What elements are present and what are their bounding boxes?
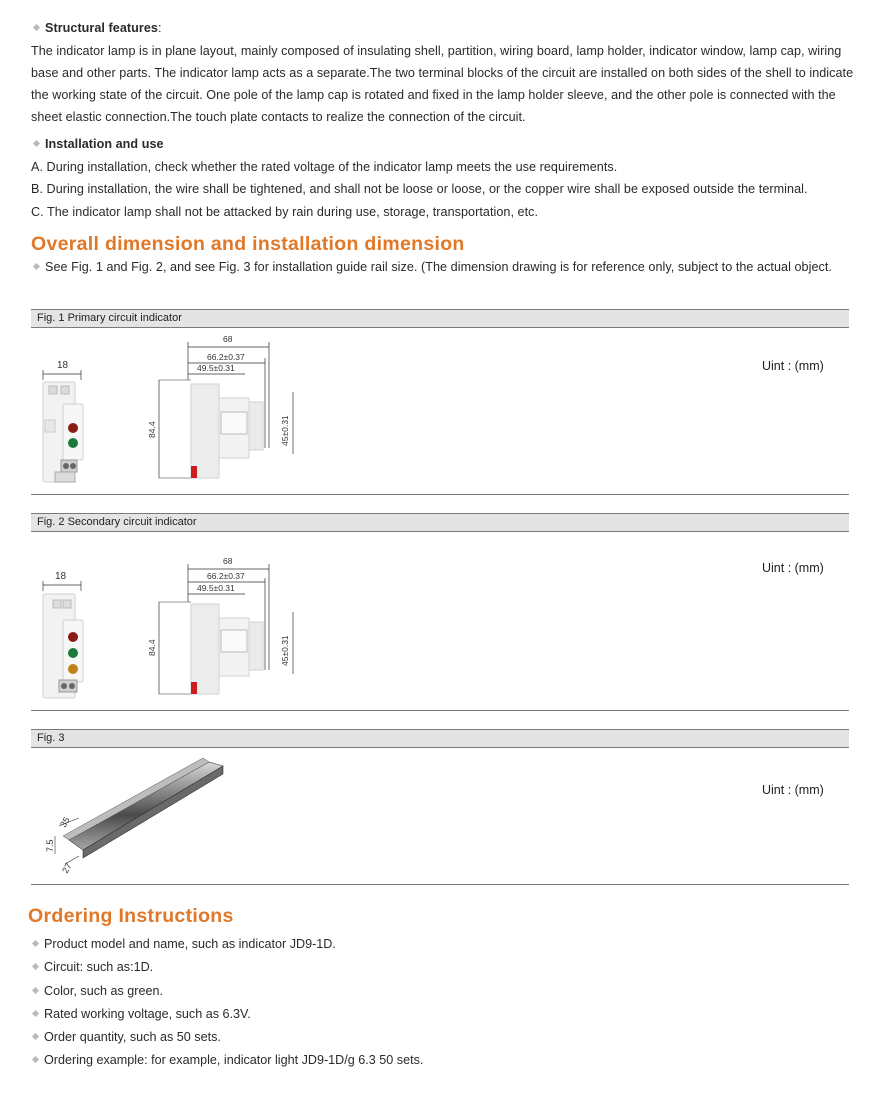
bullet-icon: [32, 1033, 39, 1040]
fig2-unit: Uint : (mm): [762, 561, 824, 575]
ordering-item-text: Color, such as green.: [44, 984, 164, 998]
fig3-dim-c-label: 27: [60, 861, 74, 875]
fig2-front-width-label: 18: [55, 571, 67, 582]
ordering-item-text: Ordering example: for example, indicator light JD9-1D/g 6.3 50 sets.: [44, 1053, 424, 1067]
fig2-caption-bar: [31, 513, 849, 532]
ordering-item: [30, 1030, 221, 1044]
dimension-note: [31, 256, 861, 278]
din-rail-image: [63, 758, 223, 858]
fig1-front-view: [43, 382, 83, 482]
fig1-total-label: 68: [223, 334, 233, 344]
ordering-item: [30, 1053, 423, 1067]
fig1-red-lamp-icon: [68, 423, 78, 433]
bullet-icon: [32, 1056, 39, 1063]
fig3-caption: Fig. 3: [37, 732, 65, 744]
installation-item-c: C. The indicator lamp shall not be attacked by rain during use, storage, transportation, etc.: [31, 205, 539, 219]
structural-heading: Structural features: [45, 21, 158, 35]
bullet-icon: [33, 24, 40, 31]
installation-item-a: A. During installation, check whether the rated voltage of the indicator lamp meets the use requirements.: [31, 160, 618, 174]
fig2-bottom-rule: [31, 710, 849, 711]
fig1-height-label: 84.4: [147, 421, 157, 438]
fig1-drawing: [31, 330, 311, 490]
installation-heading: Installation and use: [45, 137, 164, 151]
fig1-depth1-label: 66.2±0.37: [207, 352, 245, 362]
bullet-icon: [33, 140, 40, 147]
ordering-item-text: Product model and name, such as indicator JD9-1D.: [44, 937, 336, 951]
ordering-item-text: Rated working voltage, such as 6.3V.: [44, 1007, 251, 1021]
ordering-item-text: Order quantity, such as 50 sets.: [44, 1030, 221, 1044]
fig1-unit: Uint : (mm): [762, 359, 824, 373]
ordering-heading: Ordering Instructions: [28, 905, 234, 927]
fig2-height-label: 84.4: [147, 639, 157, 656]
ordering-item: [30, 937, 336, 951]
fig1-depth2-label: 49.5±0.31: [197, 363, 235, 373]
fig2-caption: Fig. 2 Secondary circuit indicator: [37, 516, 197, 528]
bullet-icon: [32, 940, 39, 947]
ordering-item: [30, 1007, 251, 1021]
fig3-dim-b-label: 7.5: [45, 839, 55, 852]
bullet-icon: [33, 263, 40, 270]
ordering-item: [30, 960, 153, 974]
fig2-depth1-label: 66.2±0.37: [207, 571, 245, 581]
structural-heading-line: [31, 17, 861, 39]
fig2-front-view: [43, 594, 83, 698]
fig1-side-view: [191, 384, 263, 478]
fig3-unit: Uint : (mm): [762, 783, 824, 797]
fig1-body-label: 45±0.31: [280, 415, 290, 446]
fig1-front-width-label: 18: [57, 360, 69, 371]
fig2-body-label: 45±0.31: [280, 635, 290, 666]
dimension-note-text: See Fig. 1 and Fig. 2, and see Fig. 3 for installation guide rail size. (The dimension drawing is for reference only, subject to the actual object.: [45, 260, 832, 274]
ordering-item: [30, 984, 163, 998]
fig2-yellow-lamp-icon: [68, 664, 78, 674]
fig2-total-label: 68: [223, 556, 233, 566]
fig2-green-lamp-icon: [68, 648, 78, 658]
fig3-drawing: [31, 752, 251, 882]
fig2-red-lamp-icon: [68, 632, 78, 642]
fig3-bottom-rule: [31, 884, 849, 885]
installation-item-b: B. During installation, the wire shall be tightened, and shall not be loose or loose, or the copper wire shall be exposed outside the terminal.: [31, 182, 808, 196]
fig1-green-lamp-icon: [68, 438, 78, 448]
fig1-caption: Fig. 1 Primary circuit indicator: [37, 312, 182, 324]
structural-body: The indicator lamp is in plane layout, mainly composed of insulating shell, partition, wiring board, lamp holder, indicator window, lamp cap, wiring base and other parts. The indicator lamp acts as a separate.The two terminal blocks of the circuit are installed on both sides of the shell to indicate the working state of the circuit. One pole of the lamp cap is rotated and fixed in the lamp holder sleeve, and the other pole is connected with the sheet elastic connection.The touch plate contacts to realize the connection of the circuit.: [31, 44, 854, 124]
bullet-icon: [32, 1010, 39, 1017]
fig1-bottom-rule: [31, 494, 849, 495]
fig3-dim-a-label: 35: [58, 815, 72, 829]
dimension-heading: Overall dimension and installation dimension: [31, 233, 465, 255]
installation-heading-line: [31, 133, 861, 155]
ordering-item-text: Circuit: such as:1D.: [44, 960, 154, 974]
bullet-icon: [32, 987, 39, 994]
fig1-caption-bar: [31, 309, 849, 328]
bullet-icon: [32, 963, 39, 970]
fig3-caption-bar: [31, 729, 849, 748]
heading-colon: :: [157, 21, 162, 35]
fig2-drawing: [31, 554, 311, 704]
fig2-depth2-label: 49.5±0.31: [197, 583, 235, 593]
fig2-side-view: [191, 604, 263, 694]
